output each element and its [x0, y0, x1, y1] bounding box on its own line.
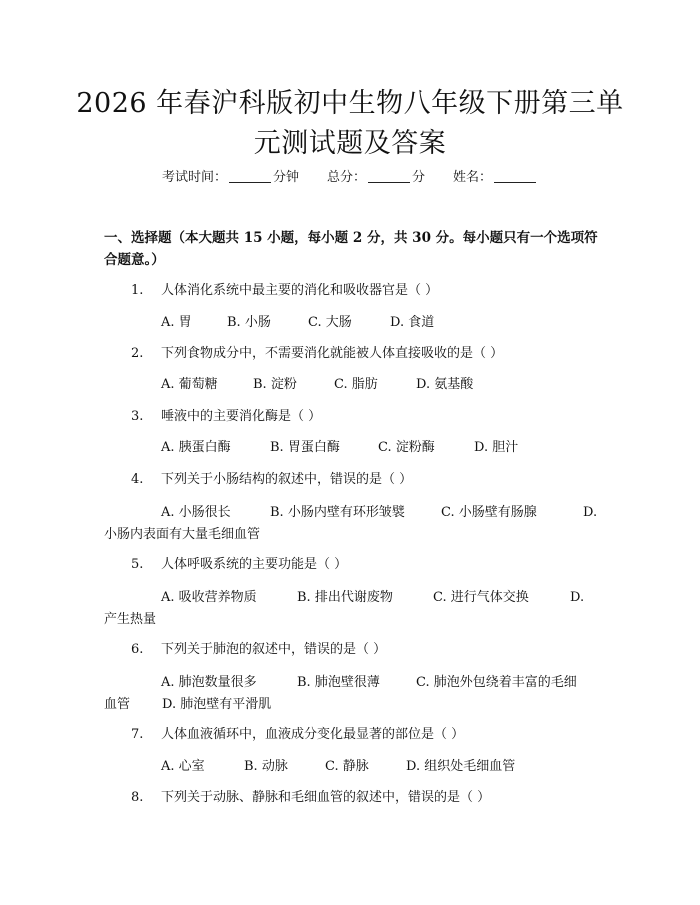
title-line-2: 元测试题及答案 [253, 128, 447, 159]
question-number: 7. [131, 727, 144, 742]
question-stem: 下列食物成分中，不需要消化就能被人体直接吸收的是（ ） [161, 346, 504, 361]
option-d: D. 肺泡壁有平滑肌 [162, 697, 272, 712]
exam-time [162, 168, 299, 188]
score-blank [368, 168, 410, 183]
option-b: B. 小肠内壁有环形皱襞 [270, 505, 405, 520]
option-d-text: 小肠内表面有大量毛细血管 [104, 527, 261, 542]
section-heading-line-1: 一、选择题（本大题共 15 小题，每小题 2 分，共 30 分。每小题只有一个选项符 [104, 230, 598, 246]
exam-meta [0, 168, 700, 188]
option-c-text: 血管 [104, 697, 131, 712]
question-number: 2. [131, 346, 144, 361]
total-score [327, 168, 425, 188]
question-number: 8. [131, 790, 144, 805]
section-heading [104, 227, 604, 271]
option-b: B. 动脉 [244, 759, 288, 774]
question-stem: 下列关于动脉、静脉和毛细血管的叙述中，错误的是（ ） [161, 790, 491, 805]
option-c: C. 肺泡外包绕着丰富的毛细 [416, 675, 577, 690]
option-a: A. 肺泡数量很多 [161, 675, 257, 690]
option-c: C. 静脉 [325, 759, 369, 774]
score-label: 总分： [326, 170, 366, 185]
question-stem: 人体消化系统中最主要的消化和吸收器官是（ ） [161, 283, 439, 298]
question-stem: 唾液中的主要消化酶是（ ） [161, 409, 322, 424]
page-title [60, 84, 640, 164]
option-b: B. 肺泡壁很薄 [297, 675, 380, 690]
option-d: D. 食道 [390, 315, 435, 330]
option-a: A. 胰蛋白酶 [161, 440, 231, 455]
option-b: B. 淀粉 [253, 377, 297, 392]
option-a: A. 心室 [161, 759, 205, 774]
question-number: 6. [131, 642, 144, 657]
option-c: C. 小肠壁有肠腺 [441, 505, 537, 520]
question-stem: 人体呼吸系统的主要功能是（ ） [161, 557, 348, 572]
option-d: D. 氨基酸 [416, 377, 474, 392]
score-unit: 分 [412, 170, 426, 185]
option-d: D. [570, 590, 585, 605]
title-line-1: 2026 年春沪科版初中生物八年级下册第三单 [76, 88, 624, 119]
student-name [453, 168, 538, 188]
name-label: 姓名： [453, 170, 493, 185]
option-b: B. 小肠 [227, 315, 271, 330]
option-c: C. 脂肪 [334, 377, 378, 392]
option-c: C. 淀粉酶 [378, 440, 435, 455]
time-blank [229, 168, 271, 183]
option-b: B. 排出代谢废物 [297, 590, 393, 605]
name-blank [494, 168, 536, 183]
question-number: 1. [131, 283, 144, 298]
question-stem: 下列关于肺泡的叙述中，错误的是（ ） [161, 642, 387, 657]
option-a: A. 吸收营养物质 [161, 590, 257, 605]
option-c: C. 大肠 [308, 315, 352, 330]
question-number: 3. [131, 409, 144, 424]
question-stem: 人体血液循环中，血液成分变化最显著的部位是（ ） [161, 727, 465, 742]
option-a: A. 小肠很长 [161, 505, 231, 520]
time-label: 考试时间： [161, 170, 227, 185]
question-stem: 下列关于小肠结构的叙述中，错误的是（ ） [161, 472, 413, 487]
question-number: 4. [131, 472, 144, 487]
option-d: D. [583, 505, 598, 520]
time-unit: 分钟 [272, 170, 299, 185]
option-d-text: 产生热量 [104, 612, 157, 627]
option-c: C. 进行气体交换 [433, 590, 529, 605]
option-a: A. 胃 [161, 315, 192, 330]
option-d: D. 组织处毛细血管 [406, 759, 516, 774]
option-d: D. 胆汁 [474, 440, 519, 455]
section-heading-line-2: 合题意。） [104, 252, 165, 268]
option-b: B. 胃蛋白酶 [270, 440, 340, 455]
question-number: 5. [131, 557, 144, 572]
option-a: A. 葡萄糖 [161, 377, 218, 392]
